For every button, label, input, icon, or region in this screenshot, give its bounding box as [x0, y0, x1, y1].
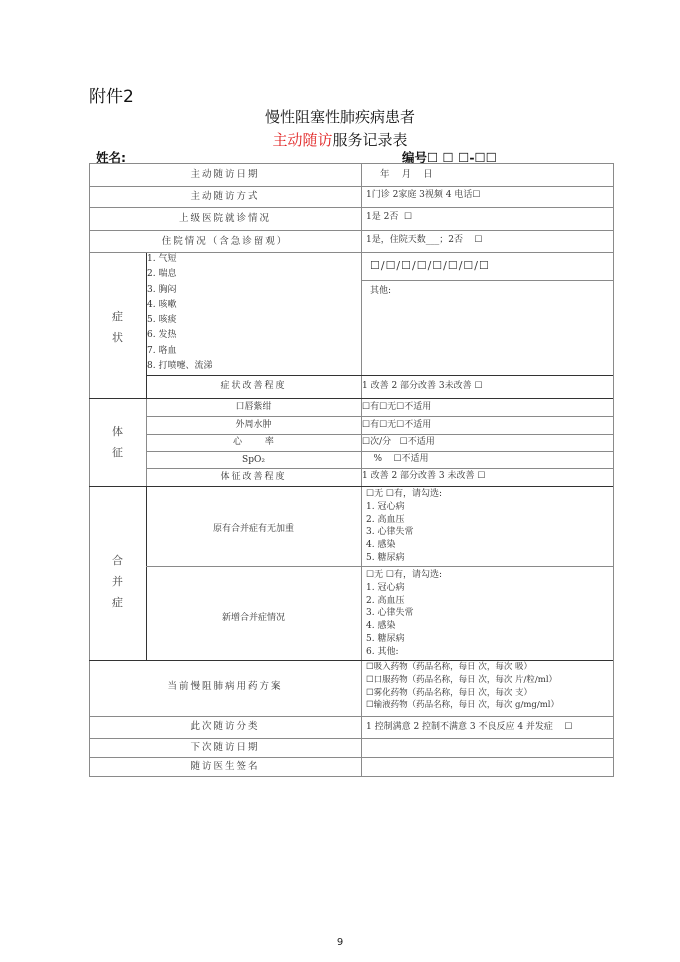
symptom-improvement-field[interactable]: 1 改善 2 部分改善 3未改善 ☐ [362, 381, 483, 391]
option-line: 6. 其他: [366, 646, 399, 657]
row-line [89, 716, 613, 717]
form-title-line1: 慢性阻塞性肺疾病患者 [264, 108, 415, 126]
row-line [89, 738, 613, 739]
symptom-item: 3. 胸闷 [147, 284, 177, 295]
visit-date-label: 主动随访日期 [190, 169, 260, 180]
row-line [146, 416, 613, 417]
heart-rate-field[interactable]: ☐次/分 ☐不适用 [362, 437, 435, 447]
row-line [89, 486, 613, 487]
symptom-item: 8. 打喷嚏、流涕 [147, 361, 213, 372]
next-visit-field[interactable] [366, 743, 606, 755]
form-title-line2 [0, 129, 680, 150]
medication-line[interactable]: ☐输液药物（药品名称，每日 次，每次 g/mg/ml） [366, 700, 559, 711]
spo2-field[interactable]: % ☐不适用 [362, 454, 429, 464]
next-visit-label: 下次随访日期 [190, 742, 260, 753]
option-line: 4. 感染 [366, 621, 396, 632]
page-number: 9 [336, 937, 344, 948]
table-border-right [613, 163, 614, 777]
symptom-other-label: 其他: [370, 286, 392, 296]
medication-line[interactable]: ☐雾化药物（药品名称，每日 次，每次 支） [366, 687, 533, 698]
row-line [146, 468, 613, 469]
doctor-signature-label: 随访医生签名 [190, 761, 260, 772]
section-char: 症 [112, 310, 123, 323]
title-highlight: 主动随访 [272, 131, 333, 149]
upper-hospital-field[interactable]: 1是 2否 ☐ [366, 212, 413, 222]
title-rest: 服务记录表 [332, 131, 408, 149]
row-line [146, 566, 613, 567]
existing-comorbidity-options[interactable] [366, 488, 442, 565]
option-line: 5. 糖尿病 [366, 552, 405, 563]
symptom-improvement-label: 症状改善程度 [220, 381, 287, 391]
heart-rate-label: 心 率 [233, 437, 274, 447]
row-line [89, 230, 613, 231]
option-line[interactable]: ☐无 ☐有，请勾选: [366, 570, 443, 580]
option-line: 1. 冠心病 [366, 582, 405, 593]
section-char: 状 [112, 331, 123, 344]
row-line [361, 280, 613, 281]
row-line [89, 186, 613, 187]
option-line: 2. 高血压 [366, 514, 405, 525]
signs-improvement-field[interactable]: 1 改善 2 部分改善 3 未改善 ☐ [362, 471, 486, 481]
existing-comorbidity-label: 原有合并症有无加重 [212, 524, 294, 534]
classification-field[interactable]: 1 控制满意 2 控制不满意 3 不良反应 4 并发症 ☐ [366, 722, 573, 732]
visit-method-label: 主动随访方式 [190, 191, 260, 202]
attachment-label: 附件2 [89, 87, 134, 107]
record-code-label: 编号☐ ☐ ☐-☐☐ [402, 150, 497, 165]
symptom-item: 1. 气短 [147, 254, 177, 264]
section-char: 体 [112, 425, 123, 438]
column-divider [361, 163, 362, 777]
new-comorbidity-label: 新增合并症情况 [221, 613, 285, 623]
patient-name-label: 姓名: [96, 150, 126, 165]
row-line [146, 434, 613, 435]
hospitalization-label: 住院情况（含急诊留观） [161, 236, 289, 247]
signs-improvement-label: 体征改善程度 [220, 472, 287, 482]
section-char: 征 [112, 446, 123, 459]
cyanosis-label: 口唇紫绀 [235, 402, 272, 412]
cyanosis-field[interactable]: ☐有☐无☐不适用 [362, 402, 432, 412]
visit-date-field[interactable]: 年 月 日 [380, 169, 433, 180]
option-line[interactable]: ☐无 ☐有，请勾选: [366, 489, 443, 499]
medication-line[interactable]: ☐吸入药物（药品名称，每日 次，每次 吸） [366, 662, 533, 672]
symptom-checkboxes[interactable]: ☐/☐/☐/☐/☐/☐/☐/☐ [370, 259, 490, 272]
row-line [146, 451, 613, 452]
row-line [89, 398, 613, 399]
symptom-item: 5. 咳痰 [147, 315, 177, 326]
row-line [89, 757, 613, 758]
doctor-signature-field[interactable] [366, 761, 606, 773]
option-line: 3. 心律失常 [366, 608, 414, 619]
signs-section-label [89, 421, 146, 463]
classification-label: 此次随访分类 [190, 721, 260, 732]
comorbidity-section-divider [146, 486, 147, 660]
edema-field[interactable]: ☐有☐无☐不适用 [362, 420, 432, 430]
section-char: 症 [112, 596, 123, 609]
symptom-item: 4. 咳嗽 [147, 299, 177, 310]
symptom-item: 2. 喘息 [147, 269, 177, 280]
comorbidity-section-label [89, 550, 146, 613]
symptom-item: 6. 发热 [147, 330, 177, 341]
medication-options[interactable] [366, 661, 559, 712]
medication-label: 当前慢阻肺病用药方案 [167, 681, 283, 692]
hospitalization-field[interactable]: 1是，住院天数___；2否 ☐ [366, 235, 483, 245]
row-line [89, 163, 613, 164]
symptom-list [147, 252, 212, 374]
new-comorbidity-options[interactable] [366, 569, 442, 659]
section-char: 并 [112, 575, 123, 588]
option-line: 3. 心律失常 [366, 527, 414, 538]
medication-line[interactable]: ☐口服药物（药品名称，每日 次，每次 片/粒/ml） [366, 674, 558, 685]
row-line [89, 776, 613, 777]
option-line: 1. 冠心病 [366, 501, 405, 512]
option-line: 2. 高血压 [366, 595, 405, 606]
row-line [146, 375, 613, 376]
symptoms-section-label [89, 306, 146, 348]
upper-hospital-label: 上级医院就诊情况 [178, 213, 271, 224]
symptom-item: 7. 咯血 [147, 345, 177, 356]
option-line: 5. 糖尿病 [366, 633, 405, 644]
spo2-label: SpO₂ [242, 455, 265, 465]
section-char: 合 [112, 554, 123, 567]
visit-method-field[interactable]: 1门诊 2家庭 3视频 4 电话☐ [366, 190, 481, 200]
edema-label: 外周水肿 [235, 420, 272, 430]
option-line: 4. 感染 [366, 540, 396, 551]
row-line [89, 207, 613, 208]
